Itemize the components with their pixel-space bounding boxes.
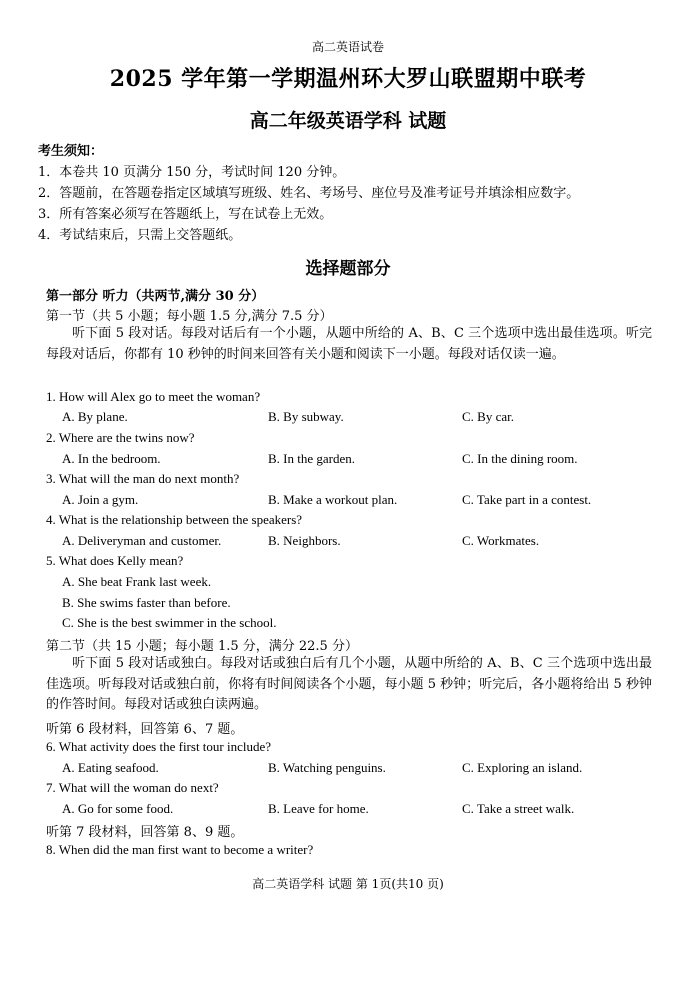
question-stem: 1. How will Alex go to meet the woman?	[46, 389, 261, 404]
segment-label: 听第 6 段材料，回答第 6、7 题。	[46, 722, 244, 737]
section-heading: 选择题部分	[305, 259, 391, 279]
option-c: C. Take a street walk.	[462, 801, 575, 816]
notice-item: 1．本卷共 10 页满分 150 分，考试时间 120 分钟。	[38, 165, 346, 180]
option-a: A. Go for some food.	[62, 801, 174, 816]
question-stem: 4. What is the relationship between the speakers?	[46, 512, 303, 527]
part1-heading: 第一部分 听力（共两节,满分 30 分）	[46, 289, 265, 304]
option-c: C. Take part in a contest.	[462, 492, 592, 507]
exam-subtitle: 高二年级英语学科 试题	[249, 110, 447, 132]
option-c: C. Workmates.	[462, 533, 540, 548]
option-b: B. Make a workout plan.	[268, 492, 398, 507]
question-stem: 8. When did the man first want to become a writer?	[46, 842, 314, 857]
page-footer: 高二英语学科 试题 第 1页(共10 页)	[252, 877, 444, 891]
exam-title: 2025 学年第一学期温州环大罗山联盟期中联考	[109, 66, 587, 92]
option-b: B. Watching penguins.	[268, 760, 386, 775]
option-a: A. In the bedroom.	[62, 451, 161, 466]
section2-heading: 第二节（共 15 小题；每小题 1.5 分，满分 22.5 分）	[46, 639, 358, 654]
section1-heading: 第一节（共 5 小题；每小题 1.5 分,满分 7.5 分）	[46, 309, 333, 324]
notice-item: 2．答题前，在答题卷指定区域填写班级、姓名、考场号、座位号及准考证号并填涂相应数字。	[38, 186, 580, 201]
option-c: C. By car.	[462, 409, 514, 424]
option-b: B. By subway.	[268, 409, 344, 424]
segment-label: 听第 7 段材料，回答第 8、9 题。	[46, 825, 244, 840]
option-b: B. In the garden.	[268, 451, 356, 466]
option-a: A. Deliveryman and customer.	[62, 533, 222, 548]
option-b: B. She swims faster than before.	[62, 595, 231, 610]
header-tag: 高二英语试卷	[311, 40, 384, 54]
option-c: C. She is the best swimmer in the school.	[62, 615, 277, 630]
section2-instructions: 听下面 5 段对话或独白。每段对话或独白后有几个小题，从题中所给的 A、B、C 三个选项中选出最佳选项。听每段对话或独白前，你将有时间阅读各个小题，每小题 5 秒钟；听完后，各小题将给出 5 秒钟的作答时间。每段对话或独白读两遍。	[46, 656, 652, 712]
question-stem: 2. Where are the twins now?	[46, 430, 195, 445]
option-a: A. By plane.	[62, 409, 128, 424]
option-a: A. She beat Frank last week.	[62, 574, 212, 589]
option-c: C. In the dining room.	[462, 451, 578, 466]
option-a: A. Eating seafood.	[62, 760, 159, 775]
notice-item: 4．考试结束后，只需上交答题纸。	[38, 228, 242, 243]
question-stem: 5. What does Kelly mean?	[46, 553, 184, 568]
option-a: A. Join a gym.	[62, 492, 139, 507]
option-b: B. Neighbors.	[268, 533, 341, 548]
notice-item: 3．所有答案必须写在答题纸上，写在试卷上无效。	[38, 207, 333, 222]
question-stem: 7. What will the woman do next?	[46, 780, 219, 795]
section1-instructions: 听下面 5 段对话。每段对话后有一个小题，从题中所给的 A、B、C 三个选项中选出最佳选项。听完每段对话后，你都有 10 秒钟的时间来回答有关小题和阅读下一小题。每段对话仅读一遍。	[46, 326, 652, 362]
question-stem: 3. What will the man do next month?	[46, 471, 240, 486]
question-stem: 6. What activity does the first tour include?	[46, 739, 272, 754]
option-b: B. Leave for home.	[268, 801, 369, 816]
notice-heading: 考生须知：	[38, 144, 104, 159]
option-c: C. Exploring an island.	[462, 760, 583, 775]
